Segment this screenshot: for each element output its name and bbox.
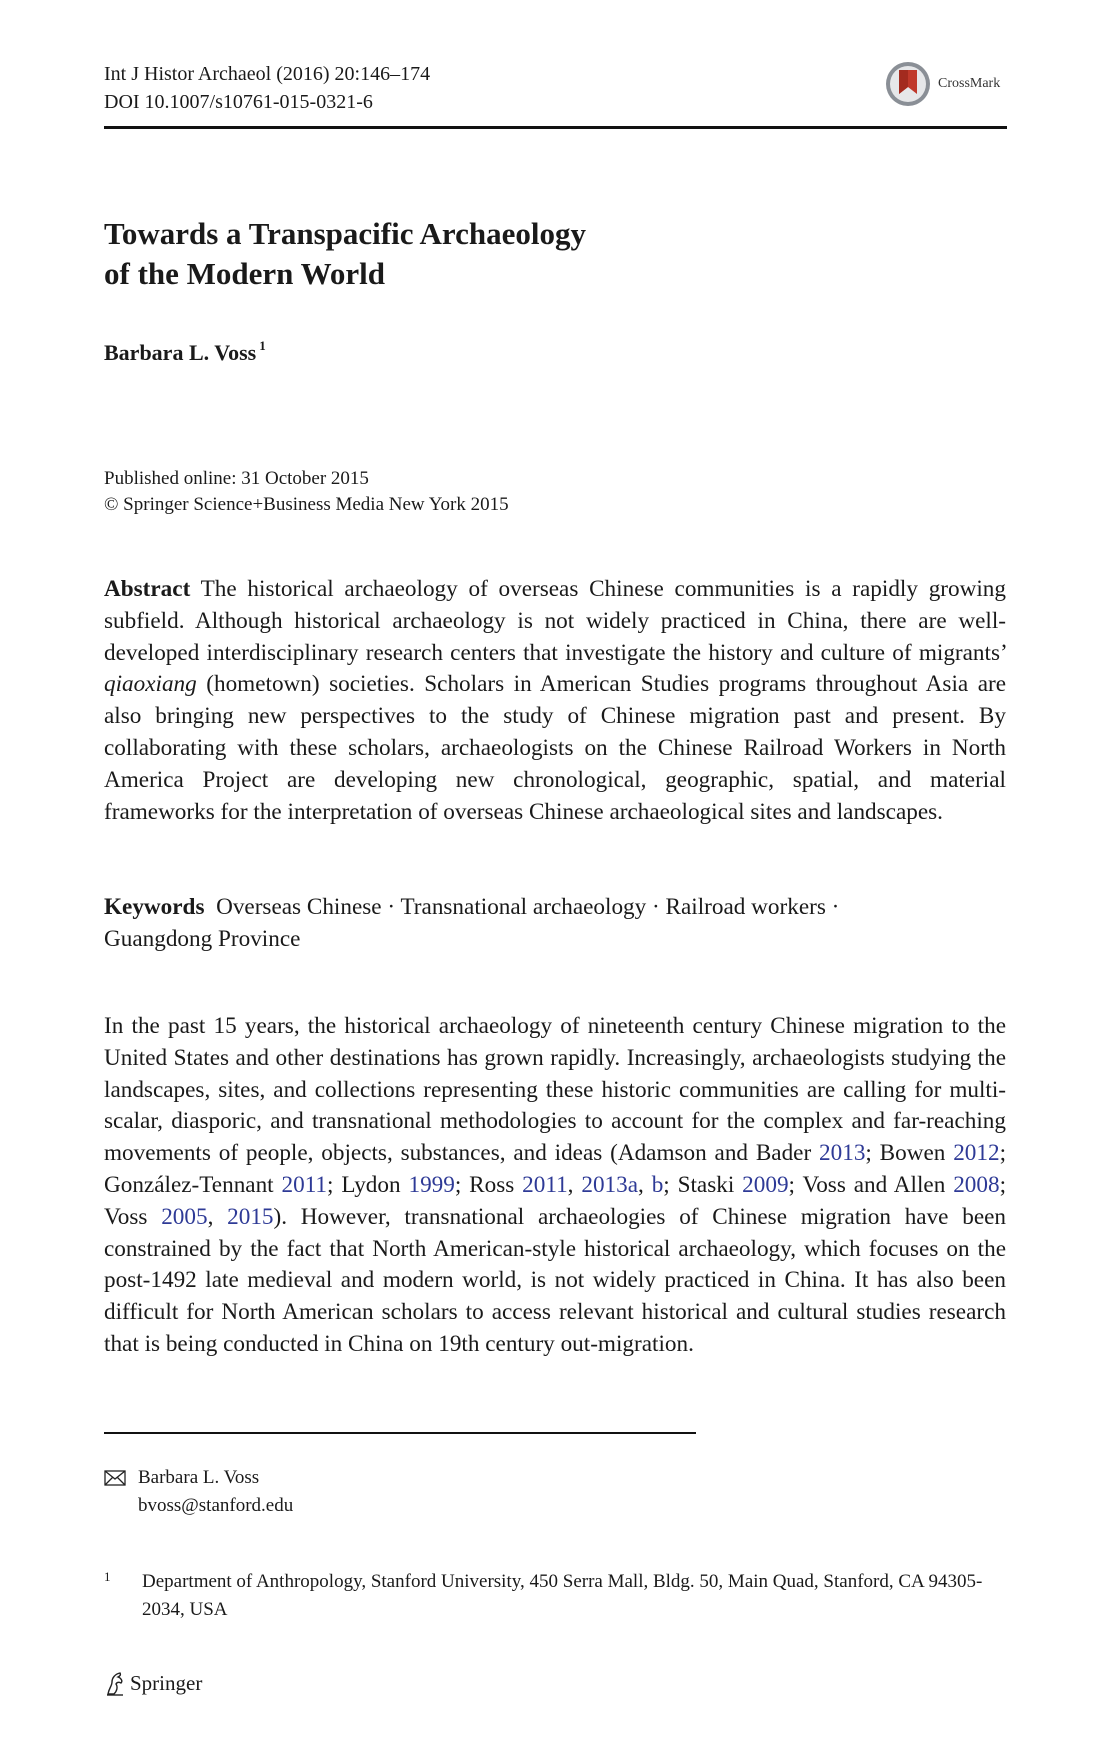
body-text: ). However, transnational archaeologies of Chinese migration have been constrained by the fact that North American-style historical archaeology, which focuses on the post-1492 late medieval and modern world, is not widely practiced in China. It has also been difficult for North American scholars to access relevant historical and cultural studies research that is being conducted in China on 19th century out-migration. bbox=[104, 1203, 1007, 1357]
envelope-icon bbox=[104, 1470, 126, 1486]
affiliation bbox=[104, 1568, 1006, 1624]
body-text: ; Lydon bbox=[327, 1171, 401, 1198]
body-text: , bbox=[207, 1203, 214, 1230]
body-paragraph bbox=[104, 1011, 1006, 1361]
crossmark-label: CrossMark bbox=[938, 76, 1001, 91]
crossmark-logo-icon bbox=[884, 60, 932, 108]
citation-link[interactable]: 2011 bbox=[522, 1171, 568, 1198]
abstract bbox=[104, 574, 1006, 828]
publisher-logo bbox=[104, 1670, 202, 1696]
journal-citation: Int J Histor Archaeol (2016) 20:146–174 bbox=[104, 63, 431, 85]
abstract-label: Abstract bbox=[104, 576, 191, 602]
title-line-2: of the Modern World bbox=[104, 256, 385, 291]
citation-link[interactable]: 2013a bbox=[581, 1171, 639, 1198]
author-line bbox=[104, 338, 266, 366]
springer-horse-icon bbox=[104, 1670, 126, 1696]
body-text: ; Voss and Allen bbox=[788, 1171, 946, 1198]
citation-link[interactable]: 2005 bbox=[161, 1203, 208, 1230]
keywords-list: Overseas Chinese · Transnational archaeology · Railroad workers · Guangdong Province bbox=[104, 894, 840, 952]
body-text: , bbox=[567, 1171, 574, 1198]
body-text: ; Voss bbox=[104, 1171, 1007, 1230]
article-title bbox=[104, 214, 586, 294]
corresponding-author bbox=[104, 1464, 293, 1520]
body-text: ; Bowen bbox=[865, 1140, 946, 1167]
citation-link[interactable]: 2015 bbox=[227, 1203, 274, 1230]
affiliation-mark: 1 bbox=[259, 338, 266, 353]
affiliation-number: 1 bbox=[104, 1569, 111, 1584]
published-date: Published online: 31 October 2015 bbox=[104, 468, 369, 489]
email-link[interactable]: bvoss@stanford.edu bbox=[138, 1495, 294, 1516]
keywords-label: Keywords bbox=[104, 894, 205, 920]
corresponding-name: Barbara L. Voss bbox=[138, 1467, 260, 1488]
author-name[interactable]: Barbara L. Voss bbox=[104, 340, 257, 365]
body-text: , bbox=[638, 1171, 644, 1198]
doi[interactable]: DOI 10.1007/s10761-015-0321-6 bbox=[104, 91, 373, 113]
body-text: ; Ross bbox=[454, 1171, 515, 1198]
footnote-rule bbox=[104, 1432, 696, 1434]
citation-link[interactable]: 2013 bbox=[819, 1140, 866, 1167]
publisher-name: Springer bbox=[130, 1670, 203, 1695]
abstract-text-2: (hometown) societies. Scholars in American Studies programs throughout Asia are also bringing new perspectives to the study of Chinese migration past and present. By collaborating with these scholars, archaeologists on the Chinese Railroad Workers in North America Project are developing new chronological, geographic, spatial, and material frameworks for the interpretation of overseas Chinese archaeological sites and landscapes. bbox=[104, 671, 1006, 825]
crossmark-badge[interactable] bbox=[884, 59, 1000, 109]
citation-link[interactable]: 2011 bbox=[281, 1171, 328, 1198]
citation-link[interactable]: b bbox=[651, 1171, 664, 1198]
body-text: ; González-Tennant bbox=[104, 1140, 1007, 1198]
title-line-1: Towards a Transpacific Archaeology bbox=[104, 216, 586, 251]
body-text: ; Staski bbox=[663, 1171, 735, 1198]
body-text: In the past 15 years, the historical archaeology of nineteenth century Chinese migration to the United States and other destinations has grown rapidly. Increasingly, archaeologists studying the landscapes, sites, and collections representing these historic communities are calling for multi-scalar, diasporic, and transnational methodologies to account for the complex and far-reaching movements of people, objects, substances, and ideas (Adamson and Bader bbox=[104, 1013, 1006, 1167]
citation-link[interactable]: 1999 bbox=[408, 1171, 455, 1198]
keywords bbox=[104, 892, 924, 956]
affiliation-text: Department of Anthropology, Stanford University, 450 Serra Mall, Bldg. 50, Main Quad, Stanford, CA 94305-2034, USA bbox=[142, 1571, 983, 1620]
abstract-italic-term: qiaoxiang bbox=[104, 671, 197, 698]
citation-link[interactable]: 2009 bbox=[742, 1171, 789, 1198]
abstract-text-1: The historical archaeology of overseas Chinese communities is a rapidly growing subfield. Although historical archaeology is not widely practiced in China, there are well-developed interdisciplinary research centers that investigate the history and culture of migrants’ bbox=[104, 576, 1006, 666]
running-header bbox=[104, 60, 430, 116]
citation-link[interactable]: 2008 bbox=[953, 1171, 1000, 1198]
copyright-notice: © Springer Science+Business Media New York 2015 bbox=[104, 494, 509, 515]
publication-info bbox=[104, 466, 509, 518]
header-rule bbox=[104, 126, 1007, 129]
citation-link[interactable]: 2012 bbox=[953, 1140, 1000, 1167]
